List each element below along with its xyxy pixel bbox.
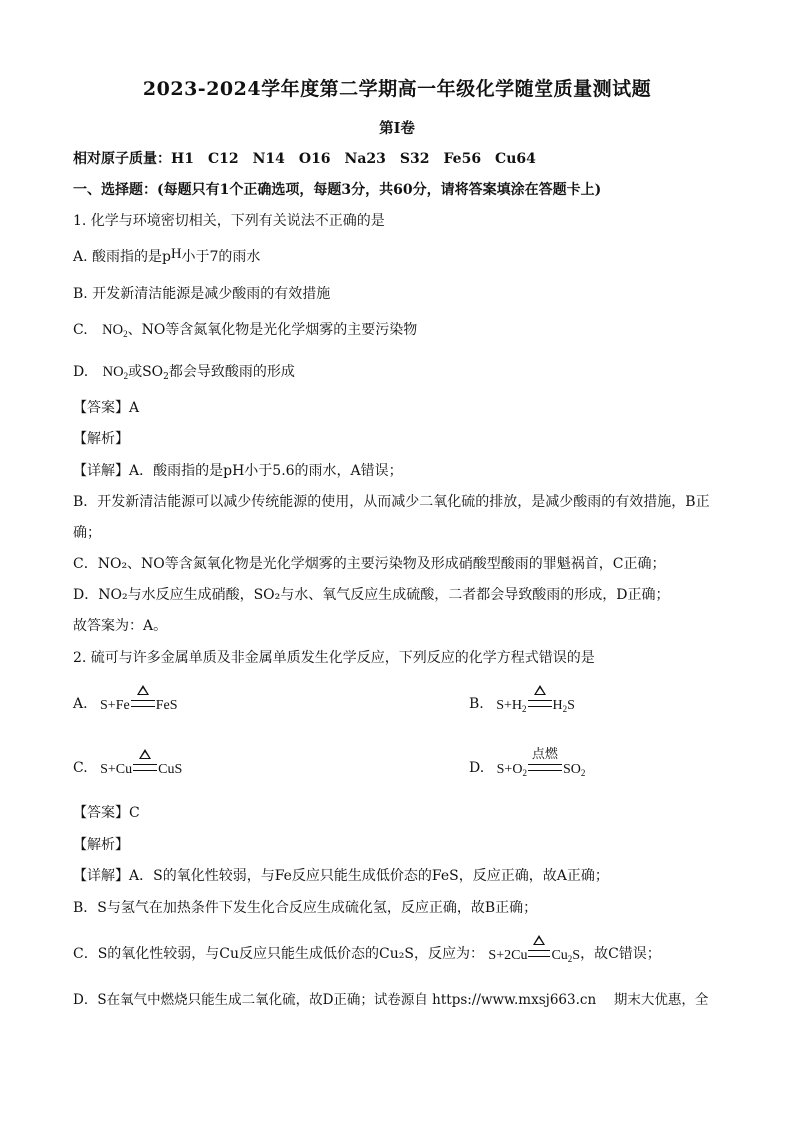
q2-detail-a: 【详解】A．S的氧化性较弱，与Fe反应只能生成低价态的FeS，反应正确，故A正确； [73,868,609,884]
q1-option-d [73,362,714,387]
eq-cu2s-tail: S [572,948,581,963]
eq-a-right: FeS [155,698,178,713]
no2-base: NO [102,322,124,338]
eq-b-right: H [552,698,563,713]
eq-d-right: SO [562,762,581,777]
q1-option-d-prefix: D. [73,364,93,380]
q2-option-a-label: A. [73,696,88,712]
delta-icon [533,935,545,945]
q2-option-c [73,747,714,780]
q2-option-b [469,694,575,719]
ignite-label: 点燃 [531,747,558,762]
q2-detail-c [73,944,714,969]
equation-a [100,696,177,716]
eq-cu2s-left: S+2Cu [488,948,528,963]
q1-answer: 【答案】A [73,400,140,416]
q1-detail-b: B．开发新清洁能源可以减少传统能源的使用，从而减少二氧化硫的排放，是减少酸雨的有效措施，B正 [73,494,710,510]
exam-title: 2023-2024学年度第二学期高一年级化学随堂质量测试题 [142,78,652,100]
equation-c [100,760,182,780]
q1-option-c-suffix: 、NO等含氮氧化物是光化学烟雾的主要污染物 [127,322,418,338]
eq-cu2s-right: Cu [551,948,568,963]
q1-option-d-mid: 或SO [128,364,164,380]
no2-subscript: 2 [123,329,128,339]
eq-d-right-sub: 2 [580,768,586,778]
q1-option-c-prefix: C. [73,322,93,338]
equation-cu2s [488,946,580,969]
q2-stem: 2. 硫可与许多金属单质及非金属单质发生化学反应，下列反应的化学方程式错误的是 [73,650,595,666]
q1-option-d-suffix: 都会导致酸雨的形成 [168,364,295,380]
q2-option-d-label: D. [469,760,485,776]
q2-detail-b: B．S与氢气在加热条件下发生化合反应生成硫化氢，反应正确，故B正确； [73,900,538,916]
q1-option-a [73,247,714,267]
q1-analysis-label: 【解析】 [73,431,129,447]
q2-detail-d: D．S在氧气中燃烧只能生成二氧化硫，故D正确；试卷源自 https://www.mxsj663.cn 期末大优惠，全 [73,992,709,1008]
q2-option-a [73,694,714,716]
q1-option-a-suffix: 小于7的雨水 [181,249,261,265]
eq-b-left-sub: 2 [522,704,527,714]
q2-option-d [469,747,586,783]
eq-c-right: CuS [158,762,183,777]
delta-icon [137,685,149,695]
q1-option-b: B. 开发新清洁能源是减少酸雨的有效措施 [73,286,331,302]
q1-detail-a: 【详解】A．酸雨指的是pH小于5.6的雨水，A错误； [73,463,403,479]
eq-b-right-tail: S [567,698,575,713]
section-label: 第I卷 [379,120,415,137]
q1-stem: 1. 化学与环境密切相关，下列有关说法不正确的是 [73,213,385,229]
ignite-condition [528,747,562,771]
delta-icon [534,685,546,695]
no2-formula [102,322,127,338]
q2-option-b-label: B. [469,696,484,712]
ph-symbol: H [170,246,182,262]
eq-b-right-sub: 2 [562,704,568,714]
delta-icon [139,749,151,759]
part1-heading: 一、选择题：(每题只有1个正确选项，每题3分，共60分，请将答案填涂在答题卡上) [73,182,602,198]
so2-subscript: 2 [163,372,169,382]
q1-option-c [73,320,714,344]
no2-formula [103,364,128,380]
heat-condition [528,950,550,957]
eq-d-left-sub: 2 [522,768,527,778]
equation-b [496,696,575,719]
no2-base: NO [102,364,124,380]
eq-c-left: S+Cu [100,762,133,777]
q1-detail-d: D．NO₂与水反应生成硝酸，SO₂与水、氧气反应生成硫酸，二者都会导致酸雨的形成，D正确； [73,587,670,603]
q1-detail-c: C．NO₂、NO等含氮氧化物是光化学烟雾的主要污染物及形成硝酸型酸雨的罪魁祸首，C正确； [73,556,666,572]
eq-b-left: S+H [496,698,522,713]
atomic-masses: 相对原子质量：H1 C12 N14 O16 Na23 S32 Fe56 Cu64 [73,151,536,167]
q2-answer: 【答案】C [73,805,140,821]
q2-analysis-label: 【解析】 [73,837,129,853]
q1-option-a-prefix: A. 酸雨指的是p [73,249,171,265]
heat-condition [528,700,552,707]
eq-d-left: S+O [496,762,523,777]
q2-detail-c-prefix: C．S的氧化性较弱，与Cu反应只能生成低价态的Cu₂S，反应为： [73,946,484,962]
q2-option-c-label: C. [73,760,88,776]
eq-a-left: S+Fe [100,698,130,713]
no2-subscript: 2 [123,371,129,381]
q1-detail-b-cont: 确； [73,525,101,541]
equation-d [496,747,586,783]
q2-detail-c-suffix: ，故C错误； [580,946,661,962]
heat-condition [133,764,157,771]
eq-cu2s-right-sub: 2 [567,954,573,964]
heat-condition [131,700,155,707]
q1-conclusion: 故答案为：A。 [73,618,168,634]
